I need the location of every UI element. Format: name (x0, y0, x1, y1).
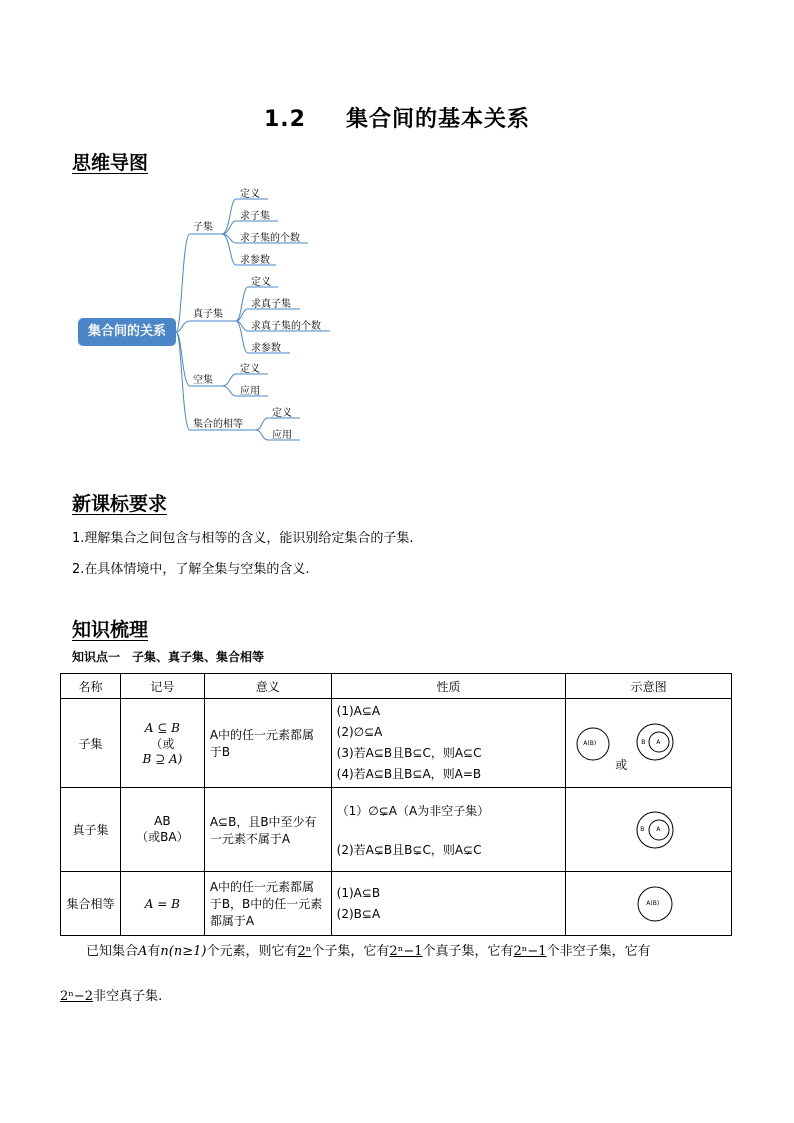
header-name: 名称 (61, 674, 121, 699)
header-diagram: 示意图 (566, 674, 732, 699)
mindmap-leaf: 求参数 (251, 343, 281, 354)
mindmap-leaf: 应用 (272, 430, 292, 441)
table-row (61, 699, 732, 788)
table-row (61, 788, 732, 872)
mindmap-lines (0, 0, 794, 460)
mindmap-leaf: 求子集 (240, 211, 270, 222)
row-properties: （1）∅⊊A（A为非空子集） (2)若A⊊B且B⊊C，则A⊊C (331, 788, 566, 872)
row-properties: (1)A⊆A (2)∅⊆A (3)若A⊆B且B⊆C，则A⊆C (4)若A⊆B且B⊆A，则A=B (331, 699, 566, 788)
mindmap-leaf: 定义 (240, 364, 260, 375)
mindmap-leaf: 求参数 (240, 255, 270, 266)
mindmap-root: 集合间的关系 (78, 318, 176, 346)
knowledge-point-title: 知识点一 子集、真子集、集合相等 (72, 650, 265, 664)
mindmap-branch: 真子集 (193, 309, 223, 320)
mindmap-branch: 子集 (193, 222, 213, 233)
row-properties: (1)A⊆B (2)B⊆A (331, 872, 566, 936)
header-meaning: 意义 (204, 674, 331, 699)
mindmap-branch: 空集 (193, 375, 213, 386)
row-diagram (566, 699, 732, 788)
row-notation: A = B (120, 872, 204, 936)
venn-label: B (641, 739, 646, 746)
table-header-row (61, 674, 732, 699)
title-number: 1.2 (264, 107, 306, 132)
section-requirements: 新课标要求 (72, 493, 168, 515)
mindmap-leaf: 定义 (240, 189, 260, 200)
row-notation: A ⊆ B （或 B ⊇ A) (120, 699, 204, 788)
row-meaning: A⊆B，且B中至少有一元素不属于A (204, 788, 331, 872)
header-notation: 记号 (120, 674, 204, 699)
title-text: 集合间的基本关系 (345, 107, 530, 132)
row-diagram (566, 788, 732, 872)
row-name: 真子集 (61, 788, 121, 872)
conclusion-line-2: 2ⁿ−2非空真子集. (60, 989, 163, 1004)
venn-label: B (640, 825, 645, 833)
header-properties: 性质 (331, 674, 566, 699)
mindmap-leaf: 求子集的个数 (240, 233, 300, 244)
row-name: 集合相等 (61, 872, 121, 936)
venn-label: A (656, 739, 661, 746)
mindmap-leaf: 定义 (251, 277, 271, 288)
row-meaning: A中的任一元素都属于B (204, 699, 331, 788)
venn-label: A(B) (583, 740, 597, 747)
row-name: 子集 (61, 699, 121, 788)
row-notation: AB （或BA） (120, 788, 204, 872)
requirement-item: 2.在具体情境中，了解全集与空集的含义. (72, 562, 310, 577)
row-diagram (566, 872, 732, 936)
mindmap-leaf: 定义 (272, 408, 292, 419)
requirement-item: 1.理解集合之间包含与相等的含义，能识别给定集合的子集. (72, 531, 414, 546)
venn-label: A (656, 825, 661, 833)
mindmap-leaf: 求真子集 (251, 299, 291, 310)
venn-label: A(B) (646, 899, 660, 907)
knowledge-table (60, 673, 732, 936)
section-mindmap: 思维导图 (72, 152, 149, 174)
or-label: 或 (615, 758, 628, 772)
section-knowledge: 知识梳理 (72, 619, 149, 641)
mindmap-leaf: 求真子集的个数 (251, 321, 321, 332)
table-row (61, 872, 732, 936)
mindmap-branch: 集合的相等 (193, 419, 243, 430)
row-meaning: A中的任一元素都属于B，B中的任一元素都属于A (204, 872, 331, 936)
mindmap-leaf: 应用 (240, 386, 260, 397)
conclusion-line-1: 已知集合A有n(n≥1)个元素，则它有2ⁿ个子集，它有2ⁿ−1个真子集，它有2ⁿ−1个非空子集，它有 (86, 944, 651, 959)
